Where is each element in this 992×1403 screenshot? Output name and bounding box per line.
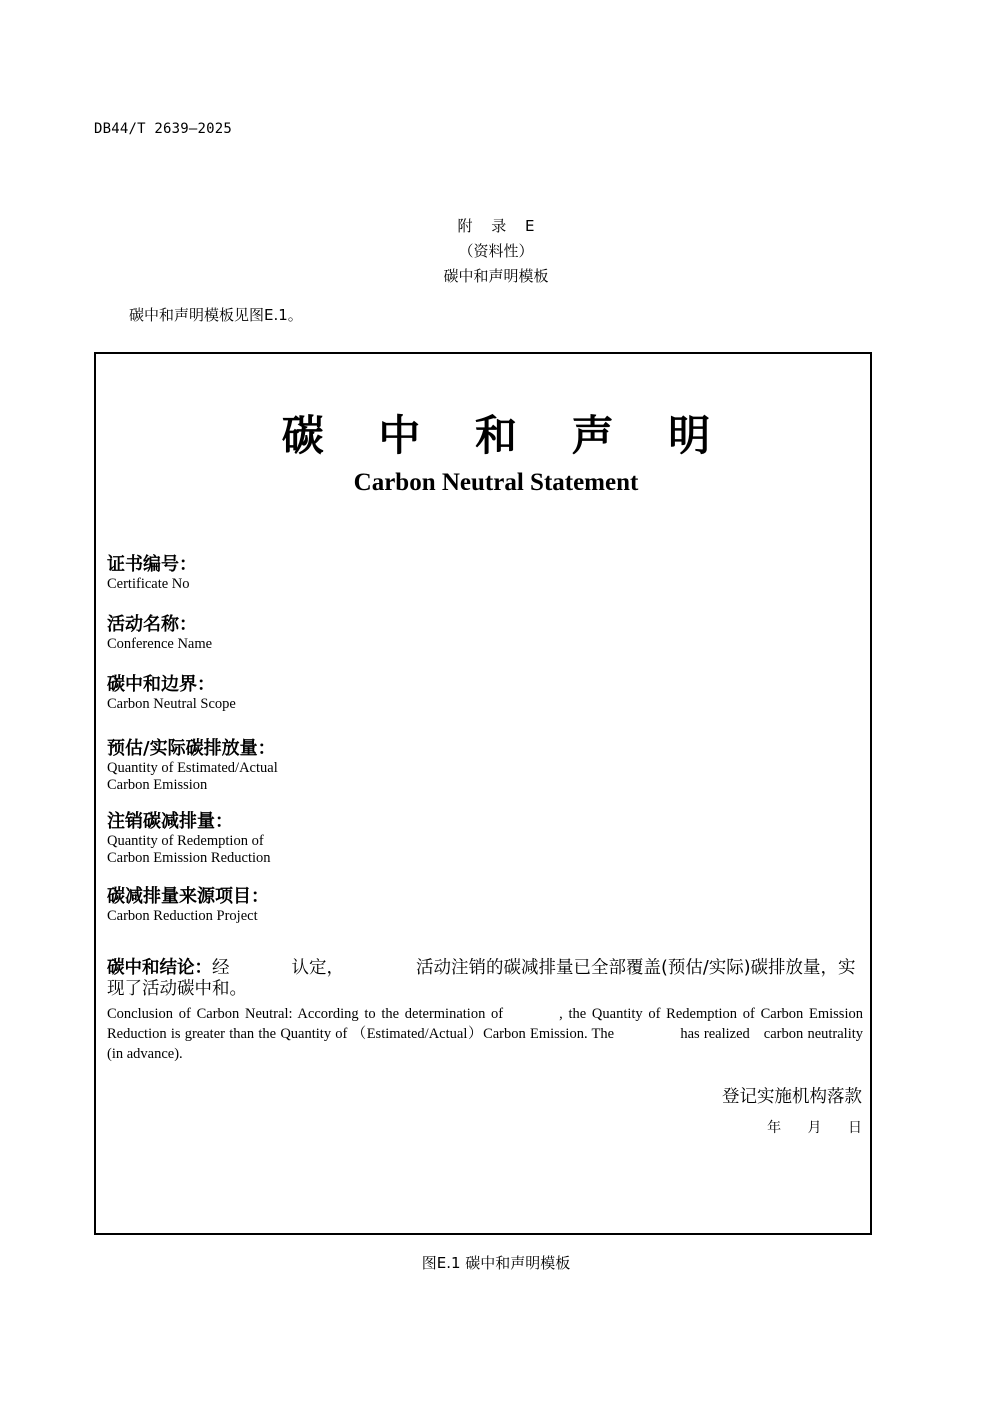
document-number: DB44/T 2639—2025 <box>94 121 233 137</box>
figure-caption: 图E.1 碳中和声明模板 <box>421 1254 571 1272</box>
conclusion-zh-part1: 经 <box>212 958 230 978</box>
field-carbon-neutral-scope <box>107 674 236 713</box>
field-estimated-actual-emission <box>107 738 278 794</box>
field-redemption-reduction <box>107 811 271 867</box>
field-label-en: Quantity of Estimated/Actual <box>107 760 278 776</box>
intro-text: 碳中和声明模板见图E.1。 <box>129 306 303 324</box>
field-label-zh: 证书编号： <box>107 554 197 575</box>
field-label-zh: 预估/实际碳排放量： <box>107 738 276 759</box>
conclusion-block <box>107 958 863 1064</box>
field-label-en: Carbon Reduction Project <box>107 908 258 924</box>
field-label-zh: 注销碳减排量： <box>107 811 233 832</box>
field-label-en: Conference Name <box>107 636 213 652</box>
field-label-zh: 碳中和边界： <box>107 674 215 695</box>
field-label-zh: 碳减排量来源项目： <box>107 886 269 907</box>
conclusion-en-part4: carbon neutrality (in advance). <box>107 1026 864 1062</box>
conclusion-zh-part2: 认定， <box>291 958 344 978</box>
appendix-title: 附 录 E <box>457 217 535 235</box>
field-label-en: Carbon Emission <box>107 777 208 793</box>
field-label-en: Carbon Neutral Scope <box>107 696 236 712</box>
conclusion-en-part1: Conclusion of Carbon Neutral: According to the determination of <box>107 1006 504 1022</box>
appendix-nature: （资料性） <box>458 242 534 260</box>
field-label-en: Carbon Emission Reduction <box>107 850 271 866</box>
field-conference-name <box>107 614 212 653</box>
date-line: 年 月 日 <box>767 1120 862 1136</box>
conclusion-label: 碳中和结论： <box>107 958 212 978</box>
field-reduction-project <box>107 886 269 925</box>
conclusion-zh-part3: 活动注销的碳减排量已全部覆盖(预估/实际)碳排放量，实现了活动碳中和。 <box>107 958 856 999</box>
conclusion-en-part3: has realized <box>680 1026 750 1042</box>
conclusion-zh <box>107 958 863 1000</box>
appendix-name: 碳中和声明模板 <box>443 267 549 285</box>
issuer-signature: 登记实施机构落款 <box>722 1087 862 1107</box>
conclusion-en <box>107 1004 863 1064</box>
statement-title-zh: 碳 中 和 声 明 <box>281 411 731 460</box>
statement-title-en: Carbon Neutral Statement <box>353 469 639 496</box>
field-certificate-no <box>107 554 197 593</box>
conclusion-en-part2: , the Quantity of Redemption of Carbon Emission Reduction is greater than the Quantity of （Estimated/Actual）Carbon Emission. The <box>107 1006 863 1042</box>
field-label-en: Quantity of Redemption of <box>107 833 264 849</box>
field-label-en: Certificate No <box>107 576 190 592</box>
field-label-zh: 活动名称： <box>107 614 197 635</box>
